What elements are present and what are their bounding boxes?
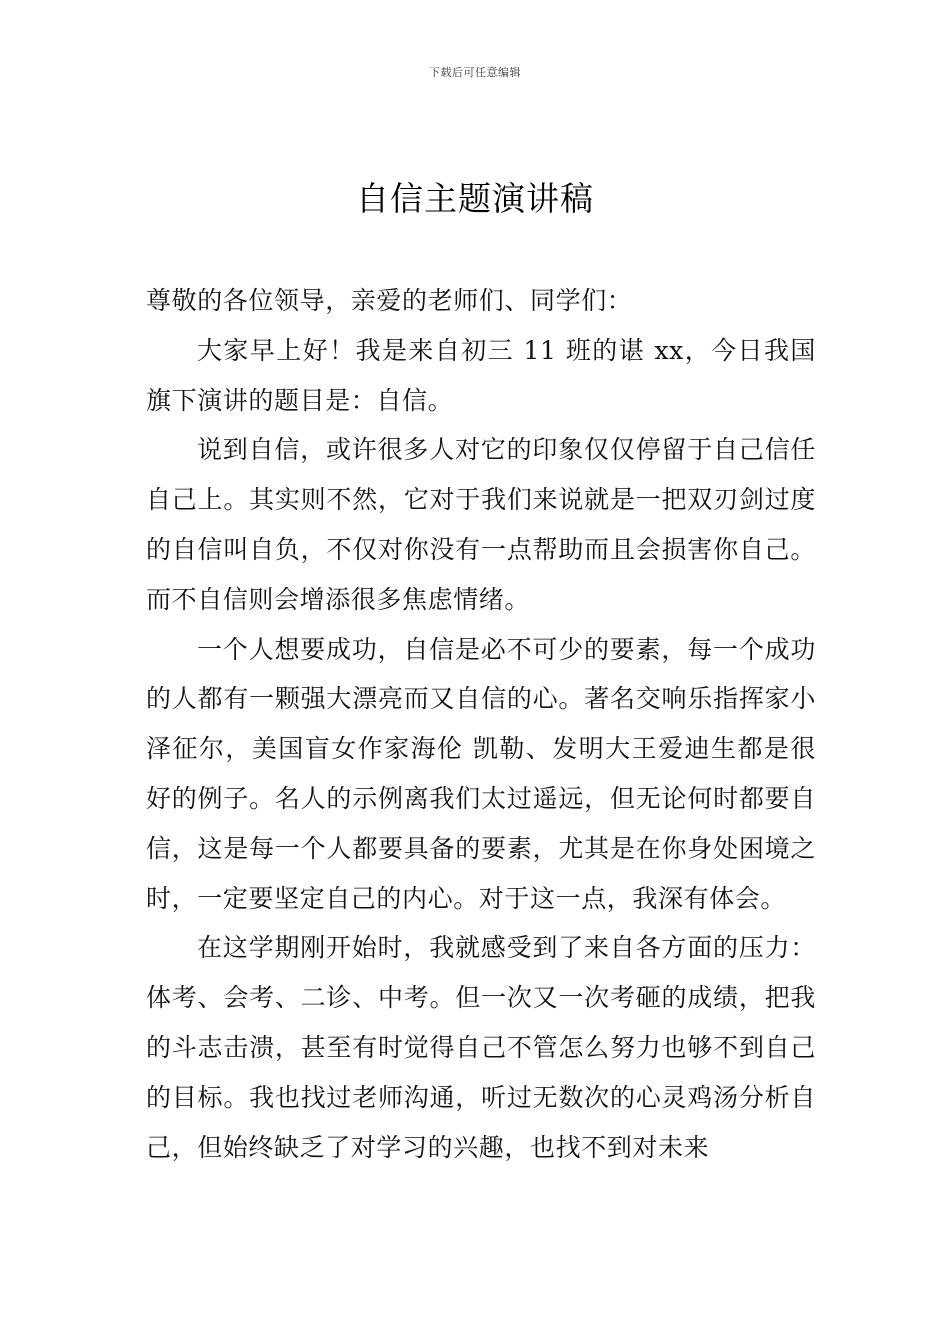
document-body — [146, 276, 816, 1172]
body-paragraph: 在这学期刚开始时，我就感受到了来自各方面的压力：体考、会考、二诊、中考。但一次又一次考砸的成绩，把我的斗志击溃，甚至有时觉得自己不管怎么努力也够不到自己的目标。我也找过老师沟通，听过无数次的心灵鸡汤分析自己，但始终缺乏了对学习的兴趣，也找不到对未来 — [146, 933, 816, 1162]
body-paragraph: 说到自信，或许很多人对它的印象仅仅停留于自己信任自己上。其实则不然，它对于我们来说就是一把双刃剑过度的自信叫自负，不仅对你没有一点帮助而且会损害你自己。而不自信则会增添很多焦虑情绪。 — [146, 435, 816, 614]
body-paragraph: 大家早上好！我是来自初三 11 班的谌 xx，今日我国旗下演讲的题目是：自信。 — [146, 335, 816, 415]
header-note: 下载后可任意编辑 — [429, 66, 521, 79]
document-title: 自信主题演讲稿 — [356, 179, 594, 218]
salutation-paragraph: 尊敬的各位领导，亲爱的老师们、同学们： — [146, 286, 633, 315]
body-paragraph: 一个人想要成功，自信是必不可少的要素，每一个成功的人都有一颗强大漂亮而又自信的心。著名交响乐指挥家小泽征尔，美国盲女作家海伦 凯勒、发明大王爱迪生都是很好的例子。名人的示例离我们太过遥远，但无论何时都要自信，这是每一个人都要具备的要素，尤其是在你身处困境之时，一定要坚定自己的内心。对于这一点，我深有体会。 — [146, 634, 816, 913]
